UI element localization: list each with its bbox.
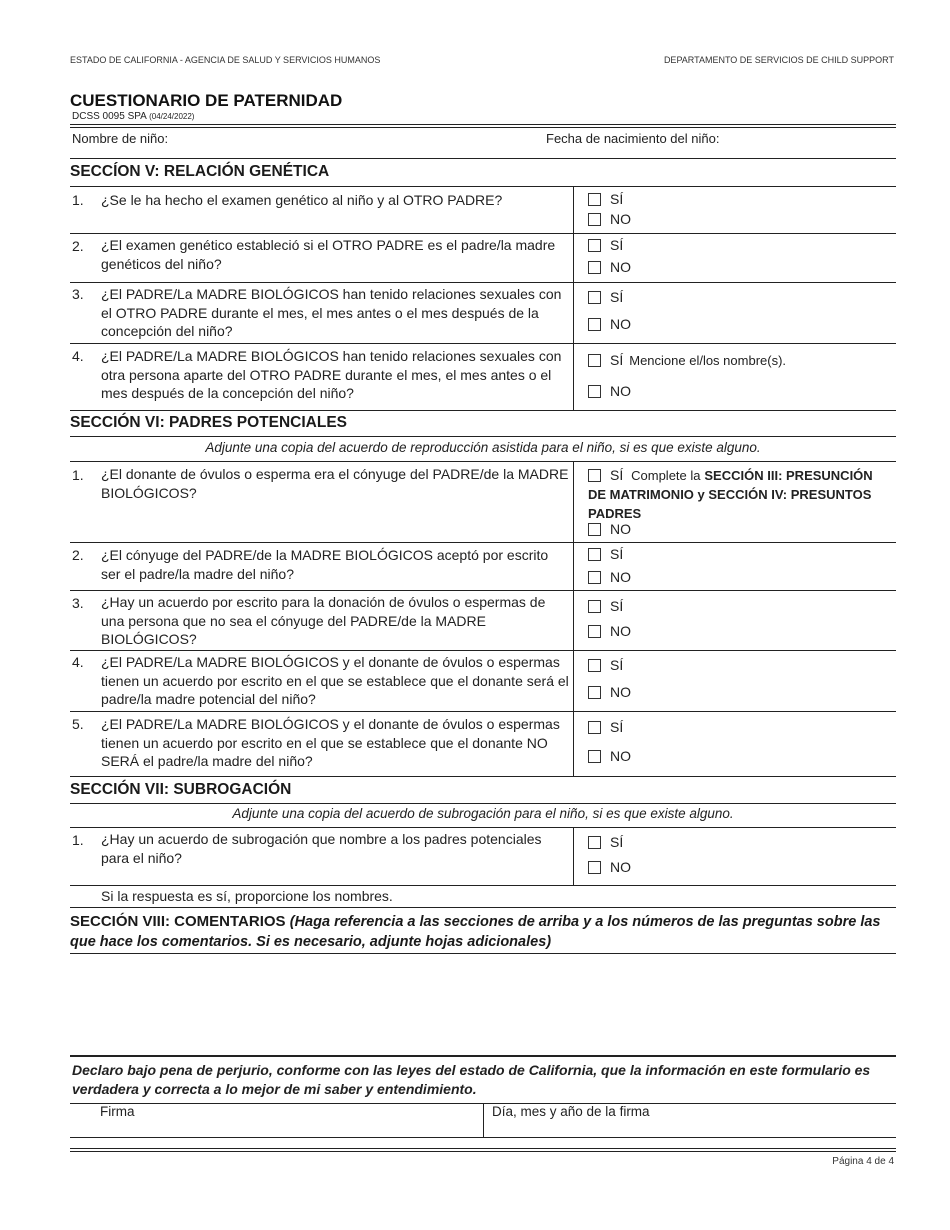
question-text: ¿El PADRE/La MADRE BIOLÓGICOS han tenido relaciones sexuales con el OTRO PADRE durante el mes, el mes antes o el mes después de la concepción del niño?	[101, 286, 562, 339]
yes-label: SÍ	[610, 352, 624, 368]
divider	[70, 461, 896, 462]
yes-option[interactable]	[588, 834, 623, 850]
no-option[interactable]	[588, 521, 631, 537]
signature-label: Firma	[100, 1104, 135, 1119]
question-text: ¿El PADRE/La MADRE BIOLÓGICOS han tenido relaciones sexuales con otra persona aparte del OTRO PADRE durante el mes, el mes antes o el mes después de la concepción del niño?	[101, 348, 562, 401]
no-option[interactable]	[588, 211, 631, 227]
divider	[70, 436, 896, 437]
question-number: 1.	[72, 467, 84, 483]
section7-note: Adjunte una copia del acuerdo de subrogación para el niño, si es que existe alguno.	[232, 806, 734, 821]
yes-extra-sections: SECCIÓN III: PRESUNCIÓN DE MATRIMONIO y SECCIÓN IV: PRESUNTOS PADRES	[588, 468, 873, 521]
yes-label: SÍ	[610, 237, 624, 253]
no-label: NO	[610, 684, 631, 700]
yes-checkbox[interactable]	[588, 469, 601, 482]
divider	[70, 711, 896, 712]
question-text: ¿El donante de óvulos o esperma era el cónyuge del PADRE/de la MADRE BIOLÓGICOS?	[101, 466, 569, 501]
yes-checkbox[interactable]	[588, 354, 601, 367]
question-text: ¿Se le ha hecho el examen genético al niño y al OTRO PADRE?	[101, 192, 503, 208]
question-text: ¿El PADRE/La MADRE BIOLÓGICOS y el donante de óvulos o espermas tienen un acuerdo por escrito en el que se establece que el donante NO SERÁ el padre/la madre del niño?	[101, 716, 560, 769]
yes-option[interactable]	[588, 191, 623, 207]
divider	[70, 1148, 896, 1149]
question-number: 1.	[72, 192, 84, 208]
question-text: ¿El examen genético estableció si el OTRO PADRE es el padre/la madre genéticos del niño?	[101, 237, 556, 272]
section6-note: Adjunte una copia del acuerdo de reproducción asistida para el niño, si es que existe alguno.	[205, 440, 761, 455]
section6-title: SECCIÓN VI: PADRES POTENCIALES	[70, 414, 348, 431]
no-checkbox[interactable]	[588, 213, 601, 226]
yes-label: SÍ	[610, 657, 624, 673]
yes-checkbox[interactable]	[588, 600, 601, 613]
no-checkbox[interactable]	[588, 686, 601, 699]
column-divider	[573, 186, 574, 411]
no-checkbox[interactable]	[588, 385, 601, 398]
no-label: NO	[610, 748, 631, 764]
divider	[70, 542, 896, 543]
names-followup: Si la respuesta es sí, proporcione los nombres.	[101, 888, 393, 904]
question-number: 1.	[72, 832, 84, 848]
divider	[70, 885, 896, 886]
yes-checkbox[interactable]	[588, 193, 601, 206]
no-label: NO	[610, 623, 631, 639]
divider	[70, 410, 896, 411]
yes-checkbox[interactable]	[588, 836, 601, 849]
divider	[70, 343, 896, 344]
divider	[70, 1055, 896, 1057]
perjury-declaration: Declaro bajo pena de perjurio, conforme con las leyes del estado de California, que la información en este formulario es verdadera y correcta a lo mejor de mi saber y entendimiento.	[72, 1062, 871, 1097]
yes-label: SÍ	[610, 719, 624, 735]
form-code: DCSS 0095 SPA	[72, 111, 147, 122]
department-header: DEPARTAMENTO DE SERVICIOS DE CHILD SUPPORT	[663, 55, 894, 65]
divider	[70, 233, 896, 234]
divider	[70, 1151, 896, 1152]
no-checkbox[interactable]	[588, 571, 601, 584]
question-number: 3.	[72, 286, 84, 302]
yes-label: SÍ	[610, 598, 624, 614]
yes-checkbox[interactable]	[588, 548, 601, 561]
yes-option[interactable]	[588, 598, 623, 614]
no-label: NO	[610, 259, 631, 275]
yes-option[interactable]	[588, 352, 786, 368]
divider	[70, 953, 896, 954]
no-label: NO	[610, 521, 631, 537]
divider	[70, 282, 896, 283]
yes-label: SÍ	[610, 834, 624, 850]
section8-title: SECCIÓN VIII: COMENTARIOS	[70, 913, 286, 930]
yes-checkbox[interactable]	[588, 239, 601, 252]
question-text: ¿Hay un acuerdo de subrogación que nombre a los padres potenciales para el niño?	[101, 831, 542, 866]
agency-header: ESTADO DE CALIFORNIA - AGENCIA DE SALUD Y SERVICIOS HUMANOS	[70, 55, 381, 65]
form-number	[72, 111, 194, 122]
question-number: 4.	[72, 654, 84, 670]
no-option[interactable]	[588, 316, 631, 332]
yes-extra-note: Mencione el/los nombre(s).	[629, 352, 787, 368]
signature-date-label: Día, mes y año de la firma	[492, 1104, 650, 1119]
question-number: 3.	[72, 595, 84, 611]
divider	[70, 186, 896, 187]
no-checkbox[interactable]	[588, 318, 601, 331]
child-name-label: Nombre de niño:	[72, 131, 169, 146]
no-label: NO	[610, 316, 631, 332]
divider	[70, 124, 896, 125]
column-divider	[573, 827, 574, 885]
no-label: NO	[610, 859, 631, 875]
signature-date-field[interactable]	[484, 1103, 896, 1137]
divider	[70, 158, 896, 159]
yes-checkbox[interactable]	[588, 721, 601, 734]
yes-option[interactable]	[588, 657, 623, 673]
question-number: 2.	[72, 547, 84, 563]
form-date: (04/24/2022)	[149, 112, 195, 121]
question-text: ¿El cónyuge del PADRE/de la MADRE BIOLÓGICOS aceptó por escrito ser el padre/la madre del niño?	[101, 547, 549, 582]
yes-extra-prefix: Complete la	[631, 468, 701, 483]
section8-heading	[70, 912, 896, 952]
no-label: NO	[610, 569, 631, 585]
child-dob-label: Fecha de nacimiento del niño:	[546, 131, 720, 146]
question-text: ¿Hay un acuerdo por escrito para la donación de óvulos o espermas de una persona que no sea el cónyuge del PADRE/de la MADRE BIOLÓGICOS?	[101, 594, 546, 647]
yes-option[interactable]	[588, 237, 623, 253]
question-number: 4.	[72, 348, 84, 364]
page-number: Página 4 de 4	[832, 1156, 894, 1167]
no-option[interactable]	[588, 383, 631, 399]
comments-area[interactable]	[70, 955, 896, 1053]
no-option[interactable]	[588, 859, 631, 875]
section8-subtitle: (Haga referencia a las secciones de arriba y a los números de las preguntas sobre las que hace los comentarios. Si es necesario, adjunte hojas adicionales)	[70, 914, 881, 950]
yes-checkbox[interactable]	[588, 659, 601, 672]
no-option[interactable]	[588, 569, 631, 585]
no-checkbox[interactable]	[588, 523, 601, 536]
divider	[70, 1137, 896, 1138]
column-divider	[573, 461, 574, 776]
no-checkbox[interactable]	[588, 861, 601, 874]
form-title: CUESTIONARIO DE PATERNIDAD	[70, 91, 343, 110]
section5-title: SECCÍON V: RELACIÓN GENÉTICA	[70, 163, 330, 180]
yes-label: SÍ	[610, 191, 624, 207]
no-label: NO	[610, 383, 631, 399]
yes-checkbox[interactable]	[588, 291, 601, 304]
no-option[interactable]	[588, 684, 631, 700]
question-number: 5.	[72, 716, 84, 732]
no-checkbox[interactable]	[588, 261, 601, 274]
yes-option[interactable]	[588, 466, 888, 523]
yes-option[interactable]	[588, 289, 623, 305]
yes-option[interactable]	[588, 546, 623, 562]
divider	[70, 776, 896, 777]
divider	[70, 590, 896, 591]
no-checkbox[interactable]	[588, 750, 601, 763]
question-text: ¿El PADRE/La MADRE BIOLÓGICOS y el donante de óvulos o espermas tienen un acuerdo por escrito en el que se establece que el donante será el padre/la madre potencial del niño?	[101, 654, 569, 707]
no-option[interactable]	[588, 259, 631, 275]
divider	[70, 803, 896, 804]
yes-label: SÍ	[610, 289, 624, 305]
question-number: 2.	[72, 238, 84, 254]
yes-label: SÍ	[610, 546, 624, 562]
yes-label: SÍ	[610, 467, 624, 483]
yes-option[interactable]	[588, 719, 623, 735]
no-option[interactable]	[588, 748, 631, 764]
section7-title: SECCIÓN VII: SUBROGACIÓN	[70, 781, 292, 798]
no-label: NO	[610, 211, 631, 227]
divider	[70, 127, 896, 128]
divider	[70, 650, 896, 651]
no-checkbox[interactable]	[588, 625, 601, 638]
divider	[70, 907, 896, 908]
no-option[interactable]	[588, 623, 631, 639]
divider	[70, 827, 896, 828]
signature-field[interactable]	[70, 1103, 483, 1137]
